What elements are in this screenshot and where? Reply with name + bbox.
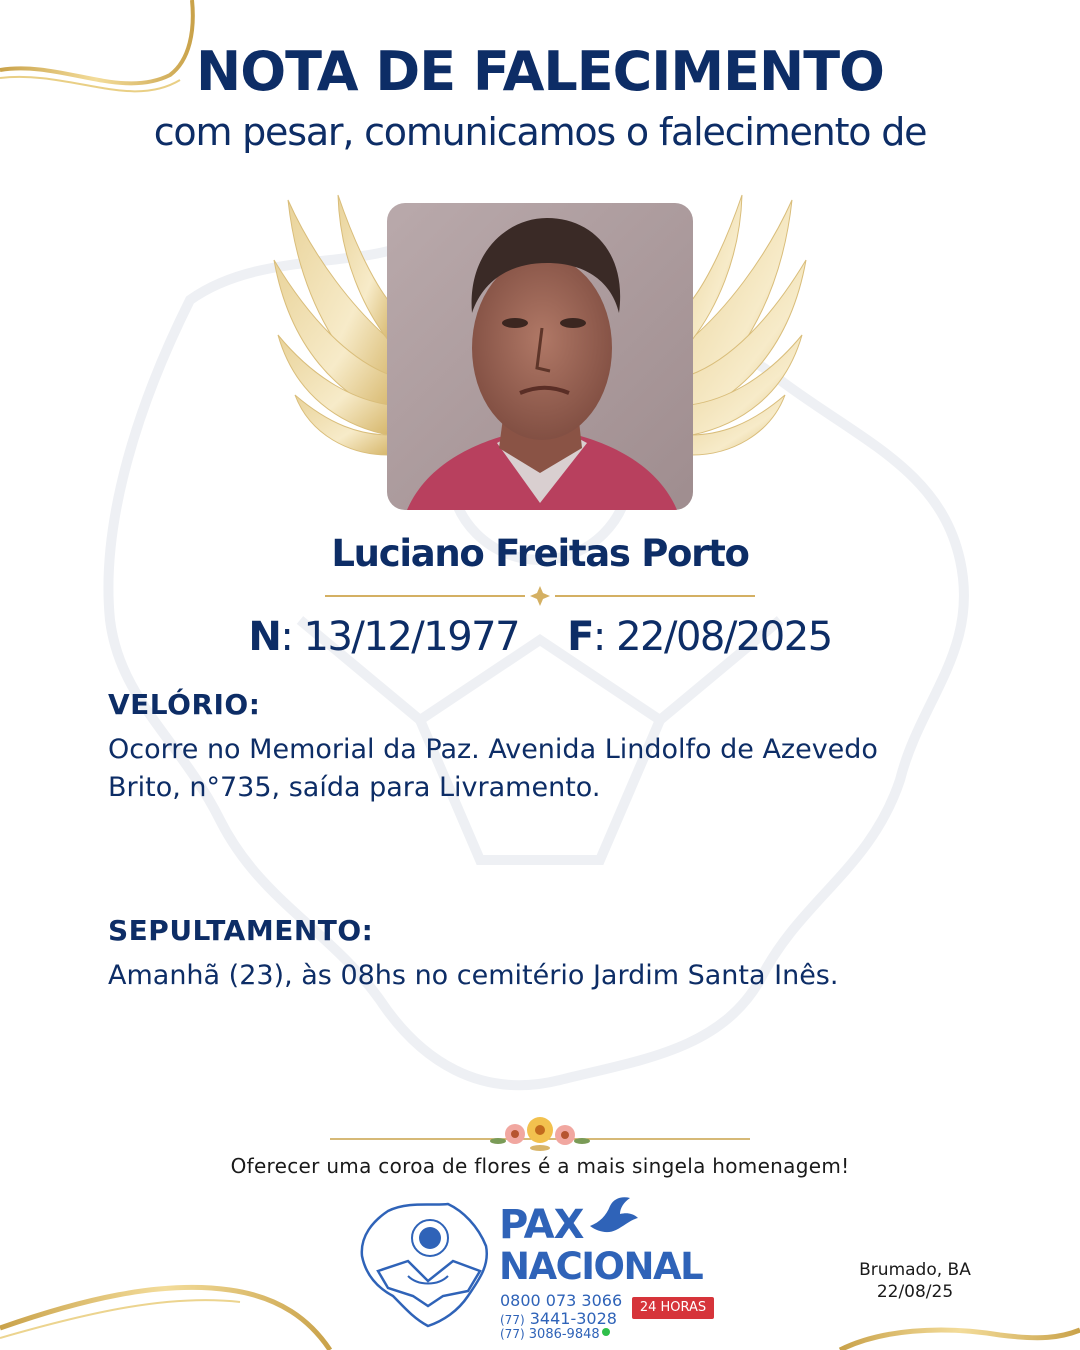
portrait-image <box>387 203 693 510</box>
flowers-icon <box>490 1117 590 1151</box>
gold-divider <box>325 585 755 607</box>
wake-text: Ocorre no Memorial da Paz. Avenida Lindolfo de Azevedo Brito, n°735, saída para Livramento. <box>108 734 878 803</box>
phone-whatsapp <box>500 1327 610 1342</box>
dove-icon <box>586 1196 638 1238</box>
24h-badge: 24 HORAS <box>632 1297 714 1319</box>
phone-landline <box>500 1309 617 1328</box>
sparkle-icon <box>530 586 550 606</box>
phone-landline-number: 3441-3028 <box>529 1309 617 1328</box>
death-label: F <box>567 614 593 660</box>
deceased-name: Luciano Freitas Porto <box>331 532 749 575</box>
tribute-message: Oferecer uma coroa de flores é a mais singela homenagem! <box>230 1154 850 1178</box>
phone-landline-area: (77) <box>500 1313 525 1327</box>
notice-date: 22/08/25 <box>876 1282 954 1302</box>
birth-label: N <box>248 614 281 660</box>
whatsapp-icon <box>602 1328 610 1336</box>
burial-label: SEPULTAMENTO: <box>108 914 374 947</box>
page-subtitle: com pesar, comunicamos o falecimento de <box>153 110 927 154</box>
birth-date: 13/12/1977 <box>303 614 520 660</box>
page-title: NOTA DE FALECIMENTO <box>196 40 884 103</box>
wake-label: VELÓRIO: <box>108 688 261 721</box>
brazil-map-logo-icon <box>358 1196 494 1328</box>
phone-whatsapp-area: (77) <box>500 1327 525 1341</box>
brand-name-line2: NACIONAL <box>499 1245 703 1288</box>
city: Brumado, BA <box>859 1260 971 1280</box>
flower-divider <box>330 1108 750 1158</box>
deceased-photo <box>387 203 693 510</box>
death-date: 22/08/2025 <box>616 614 832 660</box>
brand-name-line1: PAX <box>499 1202 584 1248</box>
life-dates: N: 13/12/1977 F: 22/08/2025 <box>248 614 832 660</box>
burial-text: Amanhã (23), às 08hs no cemitério Jardim Santa Inês. <box>108 960 839 991</box>
phone-whatsapp-number: 3086-9848 <box>528 1327 600 1342</box>
phone-tollfree: 0800 073 3066 <box>500 1291 623 1310</box>
location-date <box>840 1259 990 1303</box>
